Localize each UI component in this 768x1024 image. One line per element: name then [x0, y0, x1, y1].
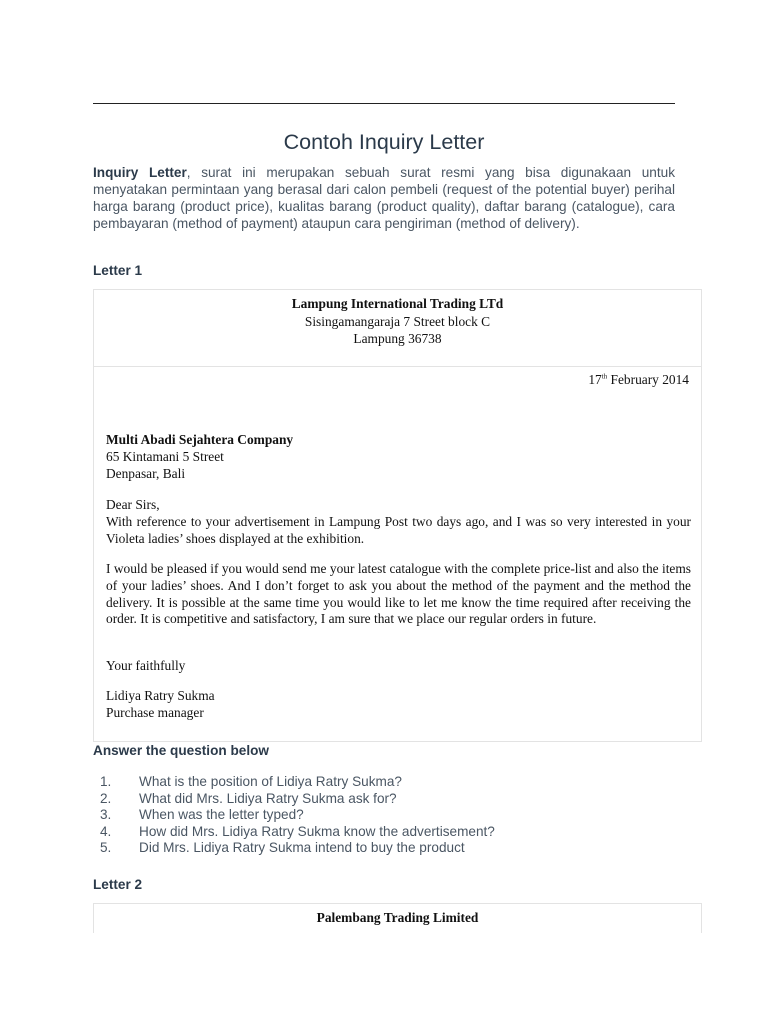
- intro-text: , surat ini merupakan sebuah surat resmi yang bisa digunakaan untuk menyatakan permintaan yang berasal dari calon pembeli (request of the potential buyer) perihal harga barang (product price), kualitas barang (product quality), daftar barang (catalogue), cara pembayaran (method of payment) ataupun cara pengiriman (method of delivery).: [93, 165, 676, 231]
- date-ordinal: th: [601, 372, 608, 381]
- question-number: 5.: [100, 840, 112, 855]
- list-item: [100, 774, 495, 791]
- question-number: 4.: [100, 823, 112, 839]
- letter1-paragraph-2: I would be pleased if you would send me your latest catalogue with the complete price-list and also the items of your ladies’ shoes. And I don’t forget to ask you about the method of the payment and the method the delivery. It is possible at the same time you would like to let me know the time required after receiving the order. It is competitive and satisfactory, I am sure that we place our regular orders in future.: [106, 561, 691, 627]
- list-item: [100, 791, 495, 808]
- letter1-date: [588, 372, 689, 388]
- list-item: [100, 824, 495, 841]
- top-divider: [93, 103, 675, 104]
- letter1-opening: [106, 497, 691, 547]
- recipient-city: Denpasar, Bali: [106, 465, 186, 481]
- signer-name: Lidiya Ratry Sukma: [106, 688, 215, 703]
- letter1-label: Letter 1: [93, 263, 143, 278]
- date-rest: February 2014: [607, 372, 689, 387]
- question-text: How did Mrs. Lidiya Ratry Sukma know the advertisement?: [139, 823, 495, 839]
- question-number: 3.: [100, 807, 112, 822]
- question-text: What is the position of Lidiya Ratry Sukma?: [139, 774, 402, 789]
- recipient-street: 65 Kintamani 5 Street: [106, 448, 224, 464]
- question-text: When was the letter typed?: [139, 807, 304, 822]
- intro-paragraph: [93, 164, 675, 232]
- list-item: [100, 807, 495, 824]
- letter1-header-divider: [94, 366, 701, 367]
- letter2-label: Letter 2: [93, 877, 143, 892]
- letter1-company: Lampung International Trading LTd: [291, 296, 504, 311]
- date-day: 17: [588, 372, 602, 387]
- letter1-header: [94, 290, 701, 348]
- letter1-paragraph-1: With reference to your advertisement in Lampung Post two days ago, and I was so very interested in your Violeta ladies’ shoes displayed at the exhibition.: [106, 513, 691, 546]
- page-title: Contoh Inquiry Letter: [283, 130, 485, 154]
- question-number: 2.: [100, 790, 112, 806]
- letter1-signature: [106, 688, 691, 722]
- letter2-company: Palembang Trading Limited: [316, 910, 479, 925]
- letter1-address-line2: Lampung 36738: [353, 331, 442, 346]
- signer-title: Purchase manager: [106, 704, 204, 720]
- letter1-closing: Your faithfully: [106, 658, 186, 673]
- salutation: Dear Sirs,: [106, 497, 160, 512]
- question-list: [100, 774, 495, 857]
- list-item: [100, 840, 495, 857]
- recipient-name: Multi Abadi Sejahtera Company: [106, 432, 294, 447]
- letter2-box: [93, 903, 702, 933]
- question-number: 1.: [100, 774, 112, 789]
- question-text: Did Mrs. Lidiya Ratry Sukma intend to buy the product: [139, 840, 465, 855]
- questions-heading: Answer the question below: [93, 743, 269, 758]
- intro-lead: Inquiry Letter: [93, 165, 187, 180]
- question-text: What did Mrs. Lidiya Ratry Sukma ask for?: [139, 790, 397, 806]
- letter1-box: [93, 289, 702, 742]
- letter1-recipient: [106, 432, 293, 482]
- letter1-address-line1: Sisingamangaraja 7 Street block C: [304, 313, 491, 329]
- letter2-header: [94, 904, 701, 927]
